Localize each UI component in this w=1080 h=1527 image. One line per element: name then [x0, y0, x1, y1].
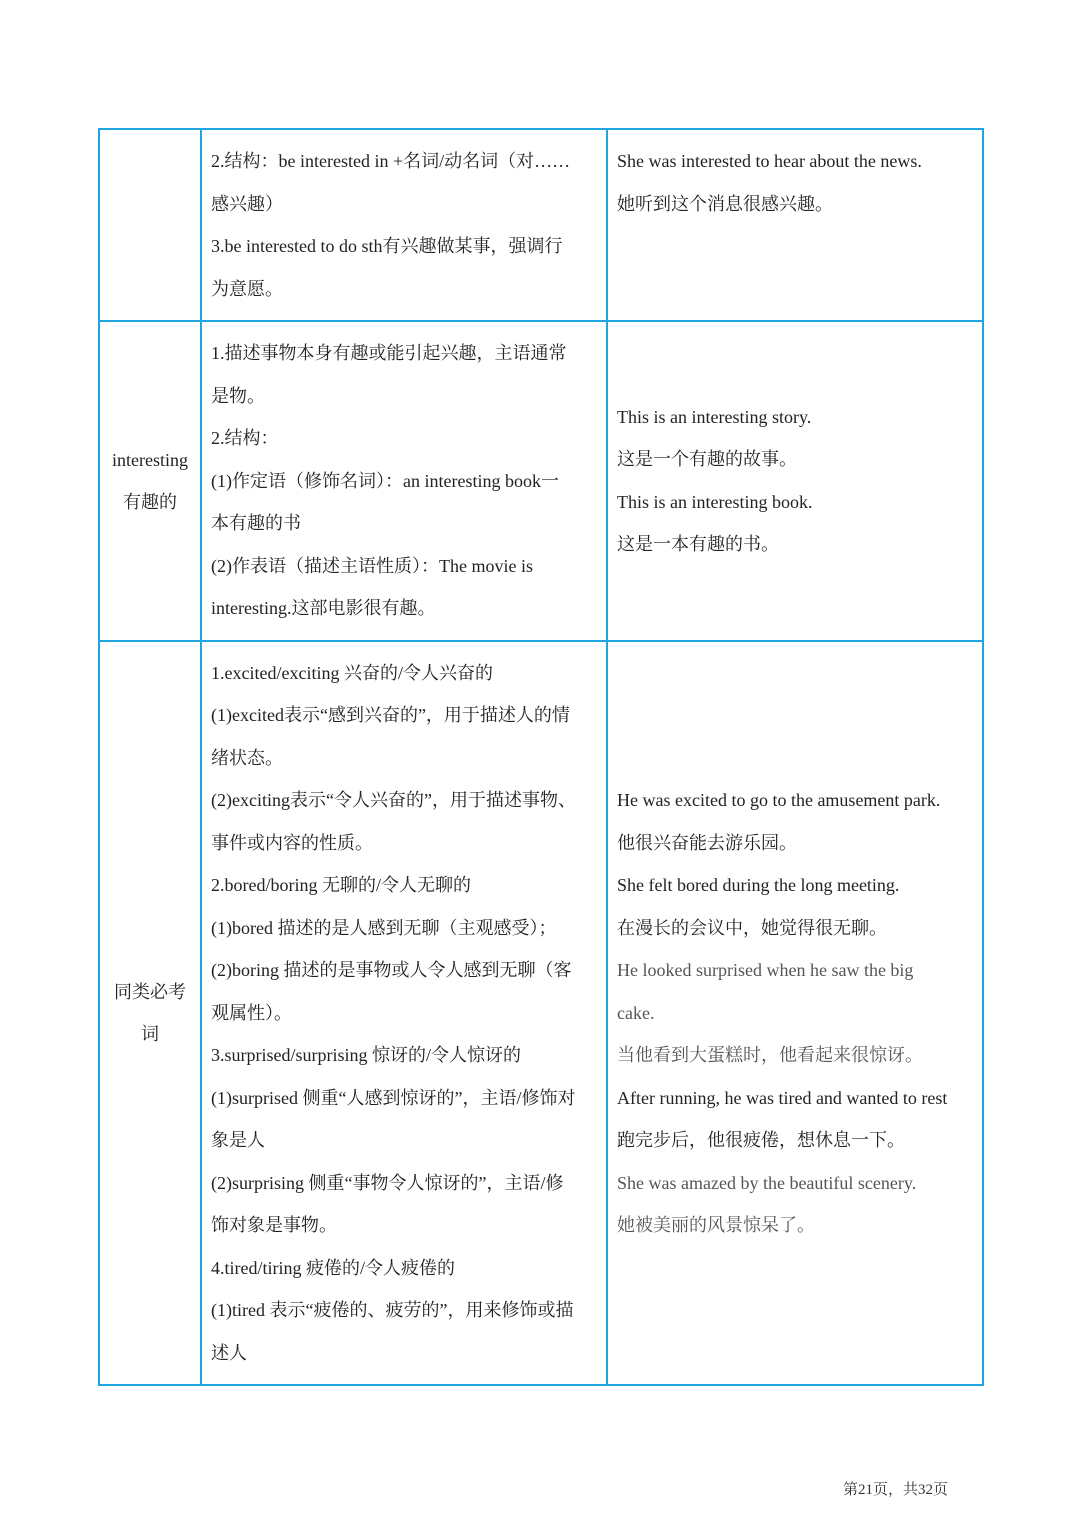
- usage-line: 述人: [211, 1342, 247, 1363]
- usage-line: 1.excited/exciting 兴奋的/令人兴奋的: [211, 662, 493, 683]
- usage-line: 是物。: [211, 385, 265, 406]
- usage-line: interesting.这部电影很有趣。: [211, 598, 436, 618]
- example-line: This is an interesting book.: [617, 491, 813, 512]
- usage-line: 2.bored/boring 无聊的/令人无聊的: [211, 875, 471, 895]
- usage-line: (2)boring 描述的是事物或人令人感到无聊（客: [211, 960, 572, 980]
- example-line: 在漫长的会议中，她觉得很无聊。: [617, 917, 887, 938]
- example-line: 她被美丽的风景惊呆了。: [617, 1215, 815, 1235]
- example-line: 当他看到大蛋糕时，他看起来很惊讶。: [617, 1045, 923, 1065]
- usage-line: 3.surprised/surprising 惊讶的/令人惊讶的: [211, 1045, 521, 1065]
- usage-line: 观属性）。: [211, 1002, 292, 1023]
- usage-cell: [201, 321, 607, 641]
- example-line: 跑完步后，他很疲倦，想休息一下。: [617, 1130, 905, 1150]
- usage-line: 2.结构：be interested in +名词/动名词（对……: [211, 151, 571, 171]
- usage-line: 饰对象是事物。: [211, 1215, 337, 1235]
- example-line: 这是一本有趣的书。: [617, 534, 779, 555]
- table-row: [99, 129, 983, 321]
- example-line: He looked surprised when he saw the big: [617, 960, 914, 980]
- word-term: 词: [141, 1023, 159, 1044]
- usage-line: 象是人: [211, 1130, 265, 1150]
- word-meaning: 有趣的: [123, 491, 177, 512]
- example-line: He was excited to go to the amusement park.: [617, 790, 941, 810]
- usage-line: (1)excited表示“感到兴奋的”，用于描述人的情: [211, 705, 570, 725]
- usage-line: (1)surprised 侧重“人感到惊讶的”，主语/修饰对: [211, 1087, 576, 1108]
- usage-line: (1)作定语（修饰名词）：an interesting book一: [211, 470, 559, 491]
- usage-line: (2)exciting表示“令人兴奋的”，用于描述事物、: [211, 790, 576, 810]
- usage-line: 3.be interested to do sth有兴趣做某事，强调行: [211, 236, 563, 256]
- example-cell: [607, 641, 983, 1386]
- word-term: 同类必考: [114, 981, 186, 1002]
- example-line: This is an interesting story.: [617, 406, 812, 427]
- example-cell: [607, 129, 983, 321]
- example-line: She was amazed by the beautiful scenery.: [617, 1172, 917, 1193]
- usage-line: 事件或内容的性质。: [211, 832, 373, 853]
- example-line: She was interested to hear about the news.: [617, 151, 922, 171]
- usage-line: (1)tired 表示“疲倦的、疲劳的”，用来修饰或描: [211, 1300, 574, 1320]
- usage-cell: [201, 129, 607, 321]
- usage-cell: [201, 641, 607, 1386]
- usage-line: (2)surprising 侧重“事物令人惊讶的”，主语/修: [211, 1172, 564, 1193]
- example-line: cake.: [617, 1002, 655, 1023]
- page-number: 第21页，共32页: [842, 1482, 948, 1498]
- usage-line: 感兴趣）: [211, 193, 283, 214]
- table-row: [99, 321, 983, 641]
- usage-line: 4.tired/tiring 疲倦的/令人疲倦的: [211, 1257, 455, 1278]
- usage-line: 2.结构：: [211, 428, 279, 448]
- example-cell: [607, 321, 983, 641]
- example-line: She felt bored during the long meeting.: [617, 875, 900, 895]
- example-line: 她听到这个消息很感兴趣。: [617, 193, 833, 214]
- word-cell: [99, 641, 201, 1386]
- word-cell: [99, 321, 201, 641]
- usage-line: (1)bored 描述的是人感到无聊（主观感受）；: [211, 917, 557, 938]
- usage-line: 本有趣的书: [211, 513, 301, 533]
- word-term: interesting: [112, 449, 188, 470]
- word-cell: [99, 129, 201, 321]
- example-line: 他很兴奋能去游乐园。: [617, 832, 797, 853]
- usage-line: (2)作表语（描述主语性质）：The movie is: [211, 555, 533, 576]
- example-line: After running, he was tired and wanted to rest: [617, 1087, 948, 1108]
- usage-line: 1.描述事物本身有趣或能引起兴趣，主语通常: [211, 343, 567, 363]
- usage-line: 为意愿。: [211, 278, 283, 299]
- vocabulary-table: [98, 128, 984, 1386]
- usage-line: 绪状态。: [211, 747, 283, 768]
- table-row: [99, 641, 983, 1386]
- example-line: 这是一个有趣的故事。: [617, 449, 797, 470]
